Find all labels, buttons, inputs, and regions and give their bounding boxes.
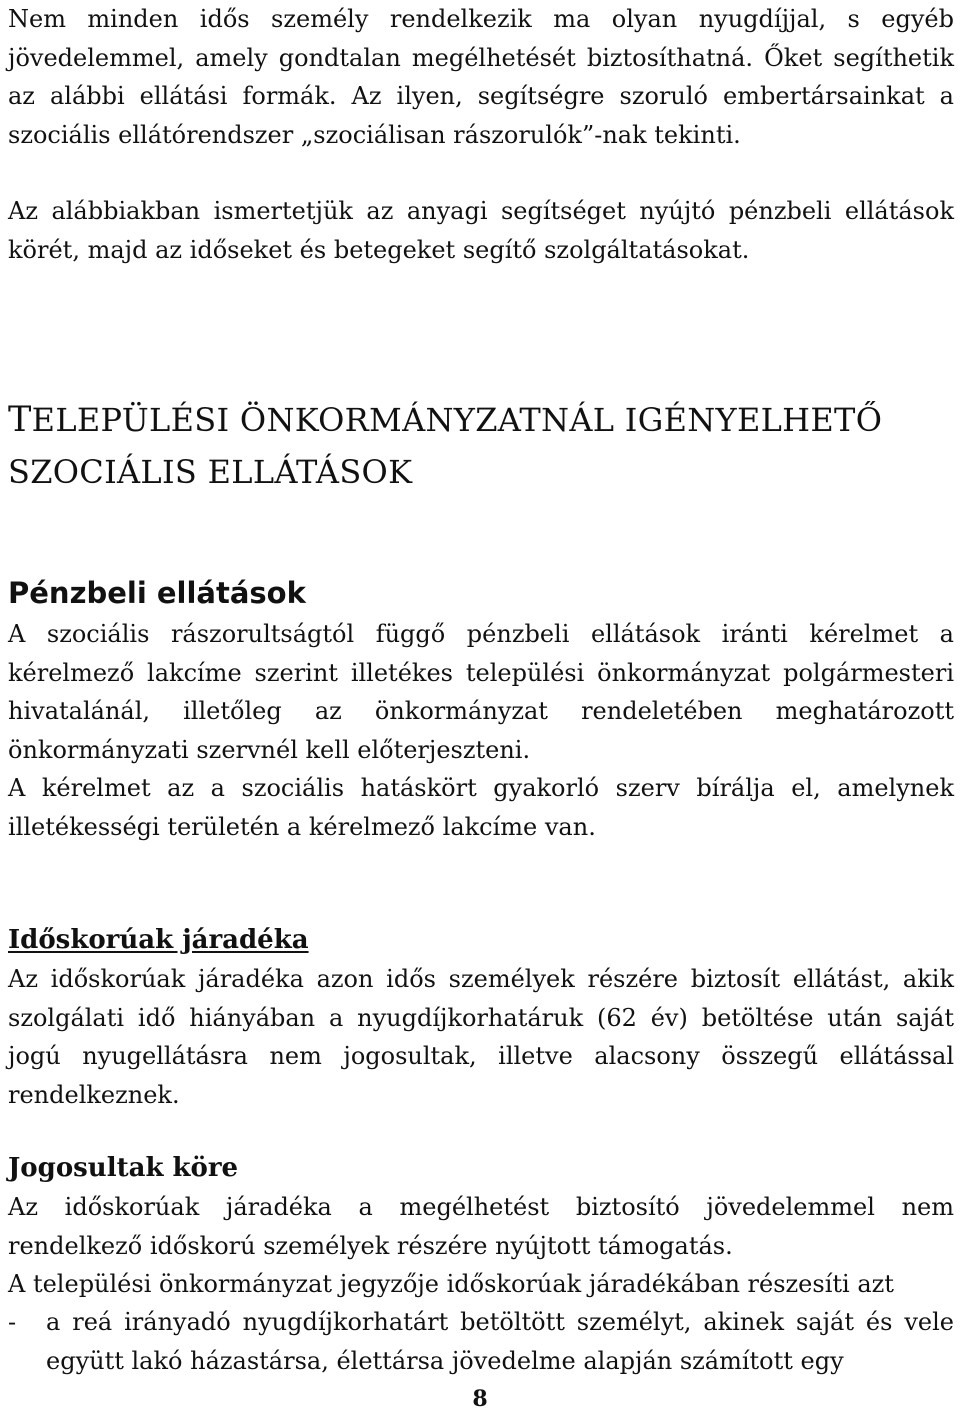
penzbeli-paragraph-2: A kérelmet az a szociális hatáskört gyakorló szerv bírálja el, amelynek illetékességi területén a kérelmező lakcíme van. — [8, 774, 954, 841]
jogosultak-paragraph: Az időskorúak járadéka a megélhetést biztosító jövedelemmel nem rendelkező időskorú személyek részére nyújtott támogatás. — [8, 1193, 954, 1260]
penzbeli-heading: Pénzbeli ellátások — [8, 576, 306, 610]
list-bullet: - — [8, 1308, 17, 1336]
intro-paragraph: Nem minden idős személy rendelkezik ma olyan nyugdíjjal, s egyéb jövedelemmel, amely gondtalan megélhetését biztosíthatná. Őket segíthetik az alábbi ellátási formák. Az ilyen, segítségre szoruló embertársainkat a szociális ellátórendszer „szociálisan rászorulók”-nak tekinti. — [8, 5, 954, 149]
intro-paragraph-2: Az alábbiakban ismertetjük az anyagi segítséget nyújtó pénzbeli ellátások körét, majd az időseket és betegeket segítő szolgáltatásokat. — [8, 197, 954, 264]
page-number: 8 — [472, 1386, 488, 1412]
section-heading-line1: ELEPÜLÉSI ÖNKORMÁNYZATNÁL IGÉNYELHETŐ — [31, 401, 883, 439]
section-heading-initial: T — [8, 400, 32, 440]
section-heading-line2: SZOCIÁLIS ELLÁTÁSOK — [8, 453, 413, 491]
penzbeli-paragraph: A szociális rászorultságtól függő pénzbeli ellátások iránti kérelmet a kérelmező lakcíme szerint illetékes települési önkormányzat polgármesteri hivatalánál, illetőleg az önkormányzat rendeletében meghatározott önkormányzati szervnél kell előterjeszteni. — [8, 620, 954, 764]
idoskoruak-paragraph: Az időskorúak járadéka azon idős személyek részére biztosít ellátást, akik szolgálati idő hiányában a nyugdíjkorhatáruk (62 év) betöltése után saját jogú nyugellátásra nem jogosultak, illetve alacsony összegű ellátással rendelkeznek. — [8, 965, 954, 1109]
idoskoruak-heading: Időskorúak járadéka — [8, 925, 309, 955]
jogosultak-heading: Jogosultak köre — [8, 1153, 239, 1183]
jogosultak-paragraph-2: A települési önkormányzat jegyzője időskorúak járadékában részesíti azt — [8, 1270, 894, 1298]
list-item — [8, 1303, 954, 1380]
list-item-text: a reá irányadó nyugdíjkorhatárt betöltött személyt, akinek saját és vele együtt lakó házastársa, élettársa jövedelme alapján számított egy — [46, 1308, 954, 1375]
section-heading — [8, 394, 954, 498]
